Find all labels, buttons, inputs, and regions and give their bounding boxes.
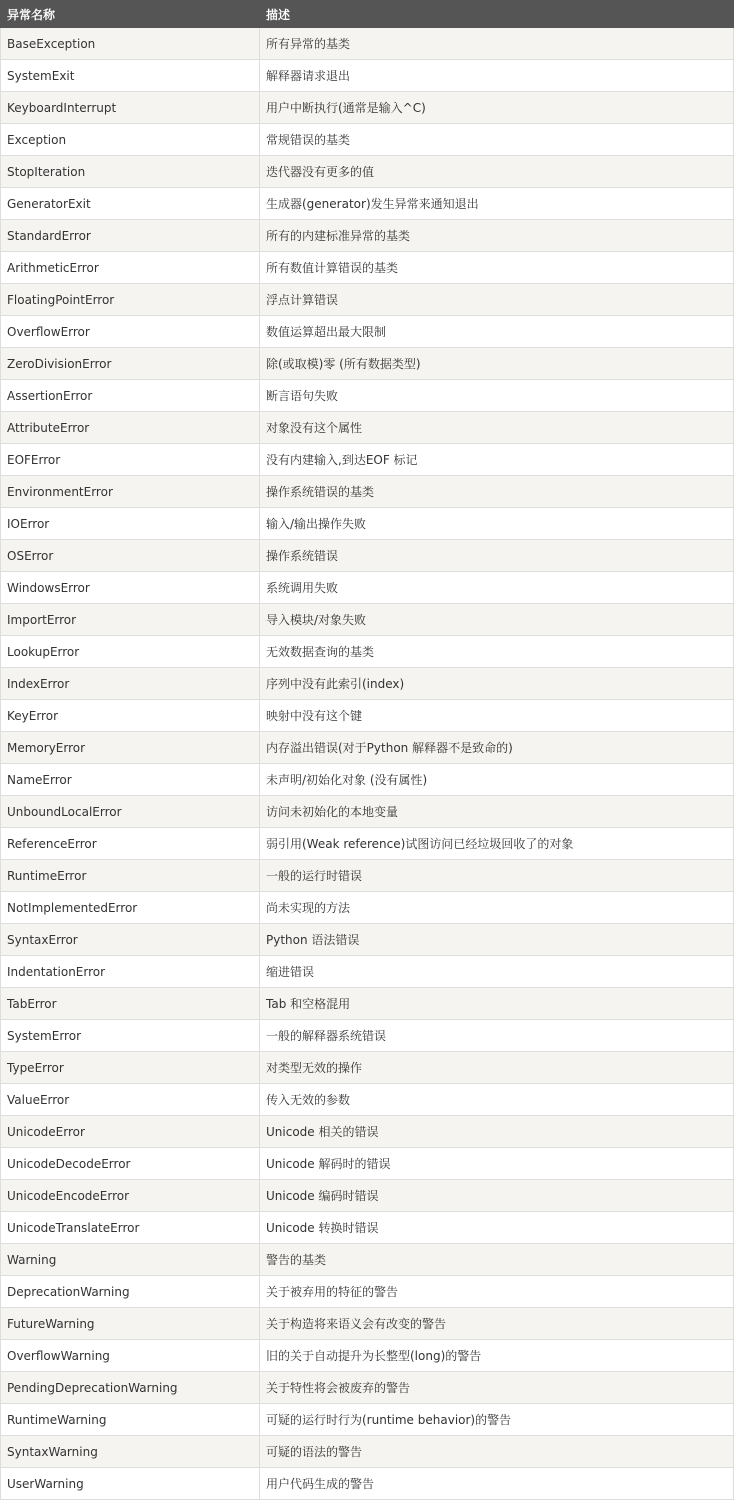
exception-name-cell: FutureWarning bbox=[1, 1308, 260, 1340]
description-cell: 用户中断执行(通常是输入^C) bbox=[260, 92, 734, 124]
table-row bbox=[1, 1052, 734, 1084]
description-cell: 关于特性将会被废弃的警告 bbox=[260, 1372, 734, 1404]
table-row bbox=[1, 956, 734, 988]
description-cell: 一般的运行时错误 bbox=[260, 860, 734, 892]
exception-name-cell: SyntaxError bbox=[1, 924, 260, 956]
description-cell: 没有内建输入,到达EOF 标记 bbox=[260, 444, 734, 476]
table-row bbox=[1, 924, 734, 956]
table-row bbox=[1, 1276, 734, 1308]
table-row bbox=[1, 1468, 734, 1500]
description-cell: 操作系统错误 bbox=[260, 540, 734, 572]
table-row bbox=[1, 316, 734, 348]
exception-name-cell: Exception bbox=[1, 124, 260, 156]
description-cell: 对类型无效的操作 bbox=[260, 1052, 734, 1084]
description-cell: 一般的解释器系统错误 bbox=[260, 1020, 734, 1052]
exception-name-cell: RuntimeError bbox=[1, 860, 260, 892]
description-cell: 所有数值计算错误的基类 bbox=[260, 252, 734, 284]
table-row bbox=[1, 1340, 734, 1372]
exception-name-cell: IOError bbox=[1, 508, 260, 540]
table-row bbox=[1, 700, 734, 732]
table-row bbox=[1, 1212, 734, 1244]
exception-name-cell: TypeError bbox=[1, 1052, 260, 1084]
description-cell: 解释器请求退出 bbox=[260, 60, 734, 92]
exception-name-cell: UnicodeEncodeError bbox=[1, 1180, 260, 1212]
exception-name-cell: SyntaxWarning bbox=[1, 1436, 260, 1468]
table-row bbox=[1, 476, 734, 508]
description-cell: 浮点计算错误 bbox=[260, 284, 734, 316]
exception-name-cell: DeprecationWarning bbox=[1, 1276, 260, 1308]
description-cell: Unicode 编码时错误 bbox=[260, 1180, 734, 1212]
description-cell: 弱引用(Weak reference)试图访问已经垃圾回收了的对象 bbox=[260, 828, 734, 860]
table-row bbox=[1, 1308, 734, 1340]
table-row bbox=[1, 28, 734, 60]
description-cell: 传入无效的参数 bbox=[260, 1084, 734, 1116]
description-cell: 映射中没有这个键 bbox=[260, 700, 734, 732]
table-row bbox=[1, 156, 734, 188]
description-cell: 用户代码生成的警告 bbox=[260, 1468, 734, 1500]
exception-name-cell: TabError bbox=[1, 988, 260, 1020]
exception-name-cell: ZeroDivisionError bbox=[1, 348, 260, 380]
description-cell: 除(或取模)零 (所有数据类型) bbox=[260, 348, 734, 380]
description-cell: 无效数据查询的基类 bbox=[260, 636, 734, 668]
exception-name-cell: AttributeError bbox=[1, 412, 260, 444]
table-row bbox=[1, 668, 734, 700]
description-cell: 断言语句失败 bbox=[260, 380, 734, 412]
table-row bbox=[1, 92, 734, 124]
exception-name-cell: UnboundLocalError bbox=[1, 796, 260, 828]
exception-name-cell: BaseException bbox=[1, 28, 260, 60]
header-description: 描述 bbox=[260, 1, 734, 28]
table-row bbox=[1, 988, 734, 1020]
table-body bbox=[1, 28, 734, 1500]
table-row bbox=[1, 220, 734, 252]
description-cell: 数值运算超出最大限制 bbox=[260, 316, 734, 348]
description-cell: 所有异常的基类 bbox=[260, 28, 734, 60]
description-cell: 系统调用失败 bbox=[260, 572, 734, 604]
table-row bbox=[1, 828, 734, 860]
description-cell: 关于被弃用的特征的警告 bbox=[260, 1276, 734, 1308]
exception-name-cell: ImportError bbox=[1, 604, 260, 636]
exception-name-cell: UnicodeTranslateError bbox=[1, 1212, 260, 1244]
table-row bbox=[1, 1020, 734, 1052]
table-row bbox=[1, 1116, 734, 1148]
exception-name-cell: WindowsError bbox=[1, 572, 260, 604]
table-row bbox=[1, 1436, 734, 1468]
description-cell: 迭代器没有更多的值 bbox=[260, 156, 734, 188]
table-row bbox=[1, 604, 734, 636]
exception-name-cell: KeyError bbox=[1, 700, 260, 732]
exception-name-cell: RuntimeWarning bbox=[1, 1404, 260, 1436]
table-row bbox=[1, 124, 734, 156]
description-cell: 常规错误的基类 bbox=[260, 124, 734, 156]
table-row bbox=[1, 1244, 734, 1276]
description-cell: 访问未初始化的本地变量 bbox=[260, 796, 734, 828]
table-row bbox=[1, 444, 734, 476]
table-row bbox=[1, 572, 734, 604]
table-row bbox=[1, 60, 734, 92]
exception-name-cell: ReferenceError bbox=[1, 828, 260, 860]
exception-name-cell: NotImplementedError bbox=[1, 892, 260, 924]
table-row bbox=[1, 1084, 734, 1116]
table-row bbox=[1, 1148, 734, 1180]
description-cell: 序列中没有此索引(index) bbox=[260, 668, 734, 700]
description-cell: Tab 和空格混用 bbox=[260, 988, 734, 1020]
description-cell: 关于构造将来语义会有改变的警告 bbox=[260, 1308, 734, 1340]
description-cell: 所有的内建标准异常的基类 bbox=[260, 220, 734, 252]
table-row bbox=[1, 380, 734, 412]
description-cell: 生成器(generator)发生异常来通知退出 bbox=[260, 188, 734, 220]
description-cell: 未声明/初始化对象 (没有属性) bbox=[260, 764, 734, 796]
exception-name-cell: GeneratorExit bbox=[1, 188, 260, 220]
table-row bbox=[1, 1180, 734, 1212]
exception-name-cell: FloatingPointError bbox=[1, 284, 260, 316]
table-row bbox=[1, 188, 734, 220]
exception-name-cell: SystemExit bbox=[1, 60, 260, 92]
description-cell: Unicode 相关的错误 bbox=[260, 1116, 734, 1148]
exception-name-cell: AssertionError bbox=[1, 380, 260, 412]
exception-name-cell: IndentationError bbox=[1, 956, 260, 988]
description-cell: 内存溢出错误(对于Python 解释器不是致命的) bbox=[260, 732, 734, 764]
description-cell: 尚未实现的方法 bbox=[260, 892, 734, 924]
description-cell: 缩进错误 bbox=[260, 956, 734, 988]
exception-name-cell: StopIteration bbox=[1, 156, 260, 188]
exception-name-cell: LookupError bbox=[1, 636, 260, 668]
description-cell: 对象没有这个属性 bbox=[260, 412, 734, 444]
description-cell: Unicode 转换时错误 bbox=[260, 1212, 734, 1244]
exception-name-cell: PendingDeprecationWarning bbox=[1, 1372, 260, 1404]
header-exception-name: 异常名称 bbox=[1, 1, 260, 28]
exception-name-cell: SystemError bbox=[1, 1020, 260, 1052]
exception-name-cell: OverflowError bbox=[1, 316, 260, 348]
exception-name-cell: ValueError bbox=[1, 1084, 260, 1116]
table-row bbox=[1, 412, 734, 444]
exception-name-cell: NameError bbox=[1, 764, 260, 796]
description-cell: 输入/输出操作失败 bbox=[260, 508, 734, 540]
exception-name-cell: Warning bbox=[1, 1244, 260, 1276]
exception-name-cell: ArithmeticError bbox=[1, 252, 260, 284]
exception-name-cell: UserWarning bbox=[1, 1468, 260, 1500]
table-row bbox=[1, 284, 734, 316]
table-row bbox=[1, 252, 734, 284]
exception-name-cell: KeyboardInterrupt bbox=[1, 92, 260, 124]
table-row bbox=[1, 1372, 734, 1404]
description-cell: 可疑的语法的警告 bbox=[260, 1436, 734, 1468]
table-row bbox=[1, 732, 734, 764]
exception-name-cell: IndexError bbox=[1, 668, 260, 700]
description-cell: Unicode 解码时的错误 bbox=[260, 1148, 734, 1180]
description-cell: 警告的基类 bbox=[260, 1244, 734, 1276]
table-row bbox=[1, 892, 734, 924]
table-row bbox=[1, 636, 734, 668]
exception-name-cell: EOFError bbox=[1, 444, 260, 476]
table-row bbox=[1, 860, 734, 892]
description-cell: 导入模块/对象失败 bbox=[260, 604, 734, 636]
table-row bbox=[1, 348, 734, 380]
exception-name-cell: UnicodeError bbox=[1, 1116, 260, 1148]
table-row bbox=[1, 764, 734, 796]
exception-name-cell: OSError bbox=[1, 540, 260, 572]
description-cell: 操作系统错误的基类 bbox=[260, 476, 734, 508]
exception-name-cell: MemoryError bbox=[1, 732, 260, 764]
table-row bbox=[1, 508, 734, 540]
exception-name-cell: EnvironmentError bbox=[1, 476, 260, 508]
table-row bbox=[1, 540, 734, 572]
header-row bbox=[1, 1, 734, 28]
table-row bbox=[1, 796, 734, 828]
description-cell: 旧的关于自动提升为长整型(long)的警告 bbox=[260, 1340, 734, 1372]
table-row bbox=[1, 1404, 734, 1436]
description-cell: Python 语法错误 bbox=[260, 924, 734, 956]
exception-name-cell: OverflowWarning bbox=[1, 1340, 260, 1372]
description-cell: 可疑的运行时行为(runtime behavior)的警告 bbox=[260, 1404, 734, 1436]
exception-name-cell: UnicodeDecodeError bbox=[1, 1148, 260, 1180]
exception-name-cell: StandardError bbox=[1, 220, 260, 252]
table-header bbox=[1, 1, 734, 28]
